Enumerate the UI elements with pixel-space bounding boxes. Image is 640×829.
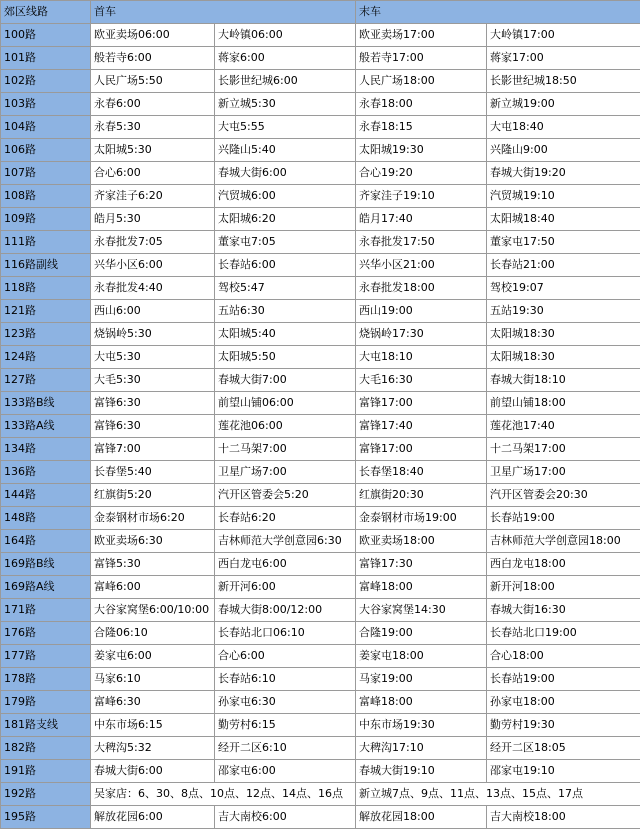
last-bus-terminal: 西白龙屯18:00 <box>487 553 640 576</box>
last-bus-origin: 红旗街20:30 <box>356 484 487 507</box>
last-bus-terminal: 太阳城18:30 <box>487 346 640 369</box>
header-last-bus: 末车 <box>356 1 640 24</box>
route-name: 144路 <box>1 484 91 507</box>
first-bus-origin: 合心6:00 <box>91 162 215 185</box>
header-route: 郊区线路 <box>1 1 91 24</box>
route-name: 169路A线 <box>1 576 91 599</box>
header-first-bus: 首车 <box>91 1 356 24</box>
first-bus-origin: 解放花园6:00 <box>91 806 215 829</box>
last-bus-origin: 富锋17:00 <box>356 438 487 461</box>
first-bus-terminal: 大岭镇06:00 <box>215 24 356 47</box>
first-bus-terminal: 长春站北口06:10 <box>215 622 356 645</box>
route-name: 101路 <box>1 47 91 70</box>
table-row <box>1 484 640 507</box>
last-bus-origin: 富锋17:30 <box>356 553 487 576</box>
last-bus-origin: 人民广场18:00 <box>356 70 487 93</box>
route-name: 106路 <box>1 139 91 162</box>
first-bus-origin: 富锋6:30 <box>91 392 215 415</box>
first-bus-terminal: 春城大街6:00 <box>215 162 356 185</box>
last-bus-terminal: 孙家屯18:00 <box>487 691 640 714</box>
first-bus-terminal: 吉大南校6:00 <box>215 806 356 829</box>
last-bus-terminal: 长春站19:00 <box>487 668 640 691</box>
table-row <box>1 691 640 714</box>
first-bus-origin: 中东市场6:15 <box>91 714 215 737</box>
last-bus-terminal: 莲花池17:40 <box>487 415 640 438</box>
route-name: 111路 <box>1 231 91 254</box>
last-bus-terminal: 汽开区管委会20:30 <box>487 484 640 507</box>
route-name: 104路 <box>1 116 91 139</box>
table-row <box>1 231 640 254</box>
route-name: 116路副线 <box>1 254 91 277</box>
last-bus-origin: 齐家洼子19:10 <box>356 185 487 208</box>
table-row <box>1 783 640 806</box>
last-bus-origin: 马家19:00 <box>356 668 487 691</box>
route-name: 102路 <box>1 70 91 93</box>
table-row <box>1 645 640 668</box>
last-bus-origin: 般若寺17:00 <box>356 47 487 70</box>
first-bus-terminal: 新开河6:00 <box>215 576 356 599</box>
route-name: 118路 <box>1 277 91 300</box>
last-bus-terminal: 春城大街19:20 <box>487 162 640 185</box>
last-bus-origin: 合心19:20 <box>356 162 487 185</box>
first-bus-origin: 金泰钢材市场6:20 <box>91 507 215 530</box>
table-row <box>1 530 640 553</box>
table-row <box>1 415 640 438</box>
first-bus-terminal: 驾校5:47 <box>215 277 356 300</box>
table-row <box>1 162 640 185</box>
first-bus-origin: 富锋5:30 <box>91 553 215 576</box>
last-bus-origin: 太阳城19:30 <box>356 139 487 162</box>
last-bus-terminal: 董家屯17:50 <box>487 231 640 254</box>
first-bus-terminal: 长春站6:20 <box>215 507 356 530</box>
route-name: 164路 <box>1 530 91 553</box>
first-bus-origin: 烧锅岭5:30 <box>91 323 215 346</box>
first-bus-origin: 富锋6:30 <box>91 415 215 438</box>
last-bus-terminal: 太阳城18:40 <box>487 208 640 231</box>
last-bus-terminal: 卫星广场17:00 <box>487 461 640 484</box>
first-bus-terminal: 吉林师范大学创意园6:30 <box>215 530 356 553</box>
first-bus-origin: 富峰6:00 <box>91 576 215 599</box>
first-bus-terminal: 合心6:00 <box>215 645 356 668</box>
last-bus-origin: 富峰18:00 <box>356 691 487 714</box>
table-row <box>1 438 640 461</box>
route-name: 148路 <box>1 507 91 530</box>
first-bus-terminal: 春城大街8:00/12:00 <box>215 599 356 622</box>
first-bus-terminal: 汽贸城6:00 <box>215 185 356 208</box>
last-bus-origin: 永春批发17:50 <box>356 231 487 254</box>
first-bus-origin: 红旗街5:20 <box>91 484 215 507</box>
route-name: 176路 <box>1 622 91 645</box>
route-name: 133路A线 <box>1 415 91 438</box>
last-bus-terminal: 长春站北口19:00 <box>487 622 640 645</box>
route-name: 109路 <box>1 208 91 231</box>
first-bus-origin: 永春5:30 <box>91 116 215 139</box>
last-bus-terminal: 汽贸城19:10 <box>487 185 640 208</box>
first-bus-origin: 大谷家窝堡6:00/10:00 <box>91 599 215 622</box>
table-row <box>1 507 640 530</box>
last-bus-origin: 大谷家窝堡14:30 <box>356 599 487 622</box>
first-bus-terminal: 春城大街7:00 <box>215 369 356 392</box>
table-row <box>1 185 640 208</box>
first-bus-terminal: 新立城5:30 <box>215 93 356 116</box>
table-row <box>1 599 640 622</box>
last-bus-origin: 富锋17:00 <box>356 392 487 415</box>
route-name: 136路 <box>1 461 91 484</box>
first-bus-origin: 马家6:10 <box>91 668 215 691</box>
table-row <box>1 323 640 346</box>
last-bus-terminal: 邵家屯19:10 <box>487 760 640 783</box>
last-bus-origin: 春城大街19:10 <box>356 760 487 783</box>
route-name: 171路 <box>1 599 91 622</box>
route-name: 127路 <box>1 369 91 392</box>
first-bus-origin: 合隆06:10 <box>91 622 215 645</box>
route-name: 191路 <box>1 760 91 783</box>
first-bus-terminal: 长影世纪城6:00 <box>215 70 356 93</box>
route-name: 182路 <box>1 737 91 760</box>
last-bus-terminal: 长春站21:00 <box>487 254 640 277</box>
first-bus-origin: 欧亚卖场6:30 <box>91 530 215 553</box>
table-row <box>1 461 640 484</box>
table-row <box>1 668 640 691</box>
first-bus-terminal: 前望山铺06:00 <box>215 392 356 415</box>
last-bus-terminal: 蒋家17:00 <box>487 47 640 70</box>
first-bus-origin: 大屯5:30 <box>91 346 215 369</box>
last-bus-terminal: 大屯18:40 <box>487 116 640 139</box>
first-bus-terminal: 勤劳村6:15 <box>215 714 356 737</box>
table-row <box>1 622 640 645</box>
table-row <box>1 806 640 829</box>
first-bus-origin: 姜家屯6:00 <box>91 645 215 668</box>
first-bus-terminal: 蒋家6:00 <box>215 47 356 70</box>
table-row <box>1 737 640 760</box>
first-bus-origin: 般若寺6:00 <box>91 47 215 70</box>
first-bus-terminal: 董家屯7:05 <box>215 231 356 254</box>
first-bus-origin: 齐家洼子6:20 <box>91 185 215 208</box>
table-row <box>1 70 640 93</box>
first-bus-origin: 大毛5:30 <box>91 369 215 392</box>
last-bus-terminal: 春城大街16:30 <box>487 599 640 622</box>
route-name: 108路 <box>1 185 91 208</box>
last-bus-origin: 姜家屯18:00 <box>356 645 487 668</box>
table-row <box>1 277 640 300</box>
first-bus-terminal: 太阳城5:50 <box>215 346 356 369</box>
last-bus-origin: 皓月17:40 <box>356 208 487 231</box>
first-bus-origin: 长春堡5:40 <box>91 461 215 484</box>
first-bus-origin: 兴华小区6:00 <box>91 254 215 277</box>
header-row <box>1 1 640 24</box>
table-row <box>1 553 640 576</box>
last-bus-origin: 长春堡18:40 <box>356 461 487 484</box>
route-name: 107路 <box>1 162 91 185</box>
first-bus-origin: 春城大街6:00 <box>91 760 215 783</box>
first-bus-terminal: 兴隆山5:40 <box>215 139 356 162</box>
last-bus-terminal: 兴隆山9:00 <box>487 139 640 162</box>
last-bus-origin: 富锋17:40 <box>356 415 487 438</box>
route-name: 177路 <box>1 645 91 668</box>
last-bus-terminal: 春城大街18:10 <box>487 369 640 392</box>
last-bus-origin: 金泰钢材市场19:00 <box>356 507 487 530</box>
last-bus-terminal: 吉大南校18:00 <box>487 806 640 829</box>
first-bus-terminal: 卫星广场7:00 <box>215 461 356 484</box>
table-row <box>1 576 640 599</box>
route-name: 181路支线 <box>1 714 91 737</box>
first-bus-terminal: 经开二区6:10 <box>215 737 356 760</box>
first-bus-terminal: 孙家屯6:30 <box>215 691 356 714</box>
table-row <box>1 300 640 323</box>
last-bus-origin: 解放花园18:00 <box>356 806 487 829</box>
route-name: 134路 <box>1 438 91 461</box>
table-row <box>1 714 640 737</box>
last-bus-terminal: 新立城19:00 <box>487 93 640 116</box>
last-bus-origin: 合隆19:00 <box>356 622 487 645</box>
last-bus-terminal: 太阳城18:30 <box>487 323 640 346</box>
last-bus-origin: 兴华小区21:00 <box>356 254 487 277</box>
table-row <box>1 208 640 231</box>
route-name: 123路 <box>1 323 91 346</box>
route-name: 121路 <box>1 300 91 323</box>
first-bus-origin: 永春批发7:05 <box>91 231 215 254</box>
first-bus-origin: 永春6:00 <box>91 93 215 116</box>
last-bus-origin: 欧亚卖场18:00 <box>356 530 487 553</box>
route-name: 179路 <box>1 691 91 714</box>
last-bus-origin: 永春18:00 <box>356 93 487 116</box>
last-bus-terminal: 新开河18:00 <box>487 576 640 599</box>
last-bus-origin: 中东市场19:30 <box>356 714 487 737</box>
first-bus-terminal: 西白龙屯6:00 <box>215 553 356 576</box>
first-bus-origin: 太阳城5:30 <box>91 139 215 162</box>
last-bus-origin: 大毛16:30 <box>356 369 487 392</box>
table-row <box>1 139 640 162</box>
route-name: 195路 <box>1 806 91 829</box>
first-bus-terminal: 汽开区管委会5:20 <box>215 484 356 507</box>
last-bus-origin: 永春批发18:00 <box>356 277 487 300</box>
table-row <box>1 760 640 783</box>
first-bus-terminal: 长春站6:00 <box>215 254 356 277</box>
table-row <box>1 346 640 369</box>
route-name: 178路 <box>1 668 91 691</box>
last-bus-terminal: 长春站19:00 <box>487 507 640 530</box>
last-bus-terminal: 前望山铺18:00 <box>487 392 640 415</box>
table-row <box>1 116 640 139</box>
last-bus-terminal: 十二马架17:00 <box>487 438 640 461</box>
last-bus-origin: 欧亚卖场17:00 <box>356 24 487 47</box>
last-bus-terminal: 合心18:00 <box>487 645 640 668</box>
first-bus-origin: 皓月5:30 <box>91 208 215 231</box>
table-row <box>1 369 640 392</box>
first-bus-terminal: 十二马架7:00 <box>215 438 356 461</box>
last-bus-terminal: 驾校19:07 <box>487 277 640 300</box>
last-bus-origin: 富峰18:00 <box>356 576 487 599</box>
first-bus-origin: 富锋7:00 <box>91 438 215 461</box>
first-bus-origin: 永春批发4:40 <box>91 277 215 300</box>
first-bus-terminal: 太阳城5:40 <box>215 323 356 346</box>
first-bus-origin: 西山6:00 <box>91 300 215 323</box>
table-row <box>1 47 640 70</box>
first-bus-terminal: 五站6:30 <box>215 300 356 323</box>
first-bus-origin: 富峰6:30 <box>91 691 215 714</box>
route-name: 124路 <box>1 346 91 369</box>
last-bus-terminal: 经开二区18:05 <box>487 737 640 760</box>
last-bus-origin: 烧锅岭17:30 <box>356 323 487 346</box>
first-bus-terminal: 莲花池06:00 <box>215 415 356 438</box>
first-bus-terminal: 长春站6:10 <box>215 668 356 691</box>
route-name: 169路B线 <box>1 553 91 576</box>
last-bus-origin: 永春18:15 <box>356 116 487 139</box>
first-bus-origin: 大稗沟5:32 <box>91 737 215 760</box>
last-bus-terminal: 长影世纪城18:50 <box>487 70 640 93</box>
route-name: 100路 <box>1 24 91 47</box>
table-row <box>1 392 640 415</box>
route-name: 103路 <box>1 93 91 116</box>
first-bus-terminal: 太阳城6:20 <box>215 208 356 231</box>
last-bus-origin: 大稗沟17:10 <box>356 737 487 760</box>
last-bus-terminal: 勤劳村19:30 <box>487 714 640 737</box>
first-bus-origin: 欧亚卖场06:00 <box>91 24 215 47</box>
last-bus-merged: 新立城7点、9点、11点、13点、15点、17点 <box>356 783 640 806</box>
route-name: 133路B线 <box>1 392 91 415</box>
first-bus-merged: 吴家店：6、30、8点、10点、12点、14点、16点 <box>91 783 356 806</box>
route-name: 192路 <box>1 783 91 806</box>
table-row <box>1 254 640 277</box>
first-bus-terminal: 大屯5:55 <box>215 116 356 139</box>
last-bus-origin: 西山19:00 <box>356 300 487 323</box>
last-bus-terminal: 五站19:30 <box>487 300 640 323</box>
table-row <box>1 93 640 116</box>
table-row <box>1 24 640 47</box>
last-bus-origin: 大屯18:10 <box>356 346 487 369</box>
first-bus-origin: 人民广场5:50 <box>91 70 215 93</box>
first-bus-terminal: 邵家屯6:00 <box>215 760 356 783</box>
last-bus-terminal: 大岭镇17:00 <box>487 24 640 47</box>
last-bus-terminal: 吉林师范大学创意园18:00 <box>487 530 640 553</box>
